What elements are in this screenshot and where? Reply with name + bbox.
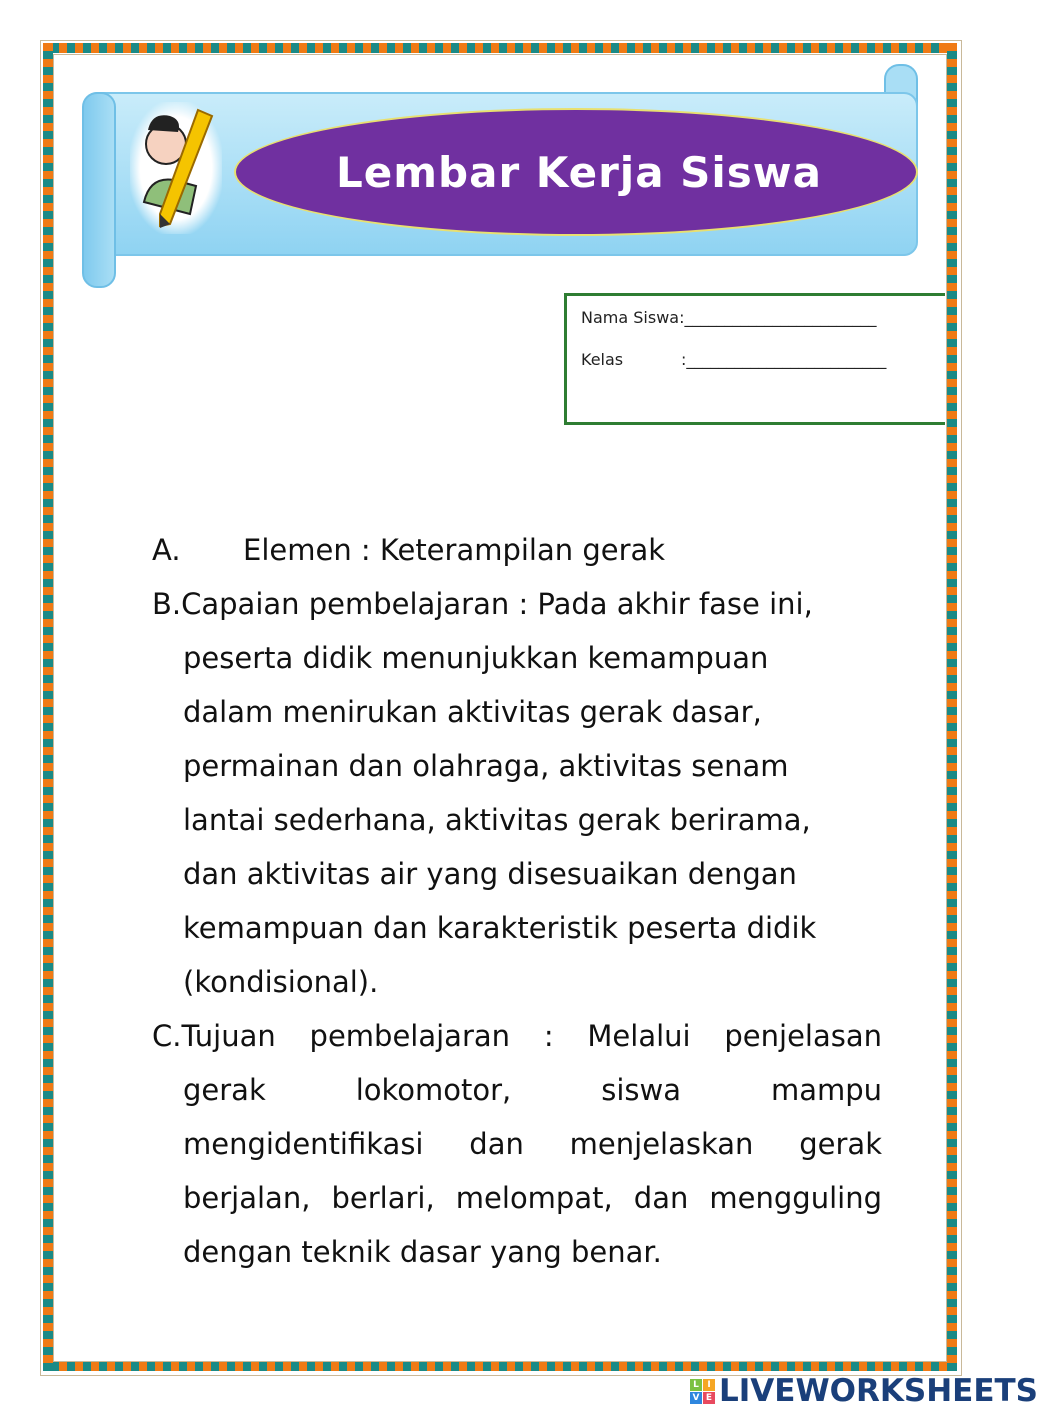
worksheet-content: [152, 528, 882, 1284]
border-top: [43, 43, 957, 53]
section-c-line: mengidentifikasi dan menjelaskan gerak: [183, 1127, 882, 1161]
pencil-mascot-illustration: [130, 102, 222, 234]
page-title: Lembar Kerja Siswa: [336, 147, 822, 197]
liveworksheets-logo[interactable]: [690, 1374, 1038, 1408]
name-label: Nama Siswa:: [581, 308, 685, 327]
section-b-line: dan aktivitas air yang disesuaikan dengan: [183, 857, 797, 891]
live-blocks-icon: [690, 1379, 715, 1404]
section-b-line: lantai sederhana, aktivitas gerak berirama,: [183, 803, 811, 837]
section-b-line: Capaian pembelajaran : Pada akhir fase ini,: [181, 587, 813, 621]
logo-letter: L: [690, 1379, 702, 1391]
logo-text: LIVEWORKSHEETS: [719, 1373, 1038, 1409]
section-marker: B.: [152, 587, 182, 621]
section-c: [152, 1014, 882, 1284]
section-c-line: dengan teknik dasar yang benar.: [183, 1235, 662, 1269]
class-field[interactable]: :_________________________: [681, 350, 887, 369]
logo-letter: E: [703, 1392, 715, 1404]
class-label: Kelas: [581, 350, 624, 369]
name-field[interactable]: ________________________: [684, 308, 877, 327]
border-right: [947, 43, 957, 1371]
logo-letter: I: [703, 1379, 715, 1391]
title-ellipse: [234, 108, 918, 236]
section-c-line: Tujuan pembelajaran : Melalui penjelasan: [181, 1019, 882, 1053]
section-marker: C.: [152, 1019, 182, 1053]
section-c-line: gerak lokomotor, siswa mampu: [183, 1073, 882, 1107]
section-marker: A.: [152, 533, 181, 567]
section-b-line: dalam menirukan aktivitas gerak dasar,: [183, 695, 762, 729]
logo-letter: V: [690, 1392, 702, 1404]
border-bottom: [43, 1361, 957, 1371]
section-b-line: kemampuan dan karakteristik peserta didik: [183, 911, 817, 945]
section-b: [152, 582, 882, 1014]
section-b-line: permainan dan olahraga, aktivitas senam: [183, 749, 789, 783]
section-b-line: (kondisional).: [183, 965, 379, 999]
border-left: [43, 43, 53, 1371]
section-c-line: berjalan, berlari, melompat, dan mengguling: [183, 1181, 882, 1215]
scroll-curl: [82, 92, 116, 288]
section-b-line: peserta didik menunjukkan kemampuan: [183, 641, 769, 675]
section-a-text: Elemen : Keterampilan gerak: [243, 533, 666, 567]
section-a: [152, 528, 882, 582]
student-identity-box: [564, 293, 945, 425]
